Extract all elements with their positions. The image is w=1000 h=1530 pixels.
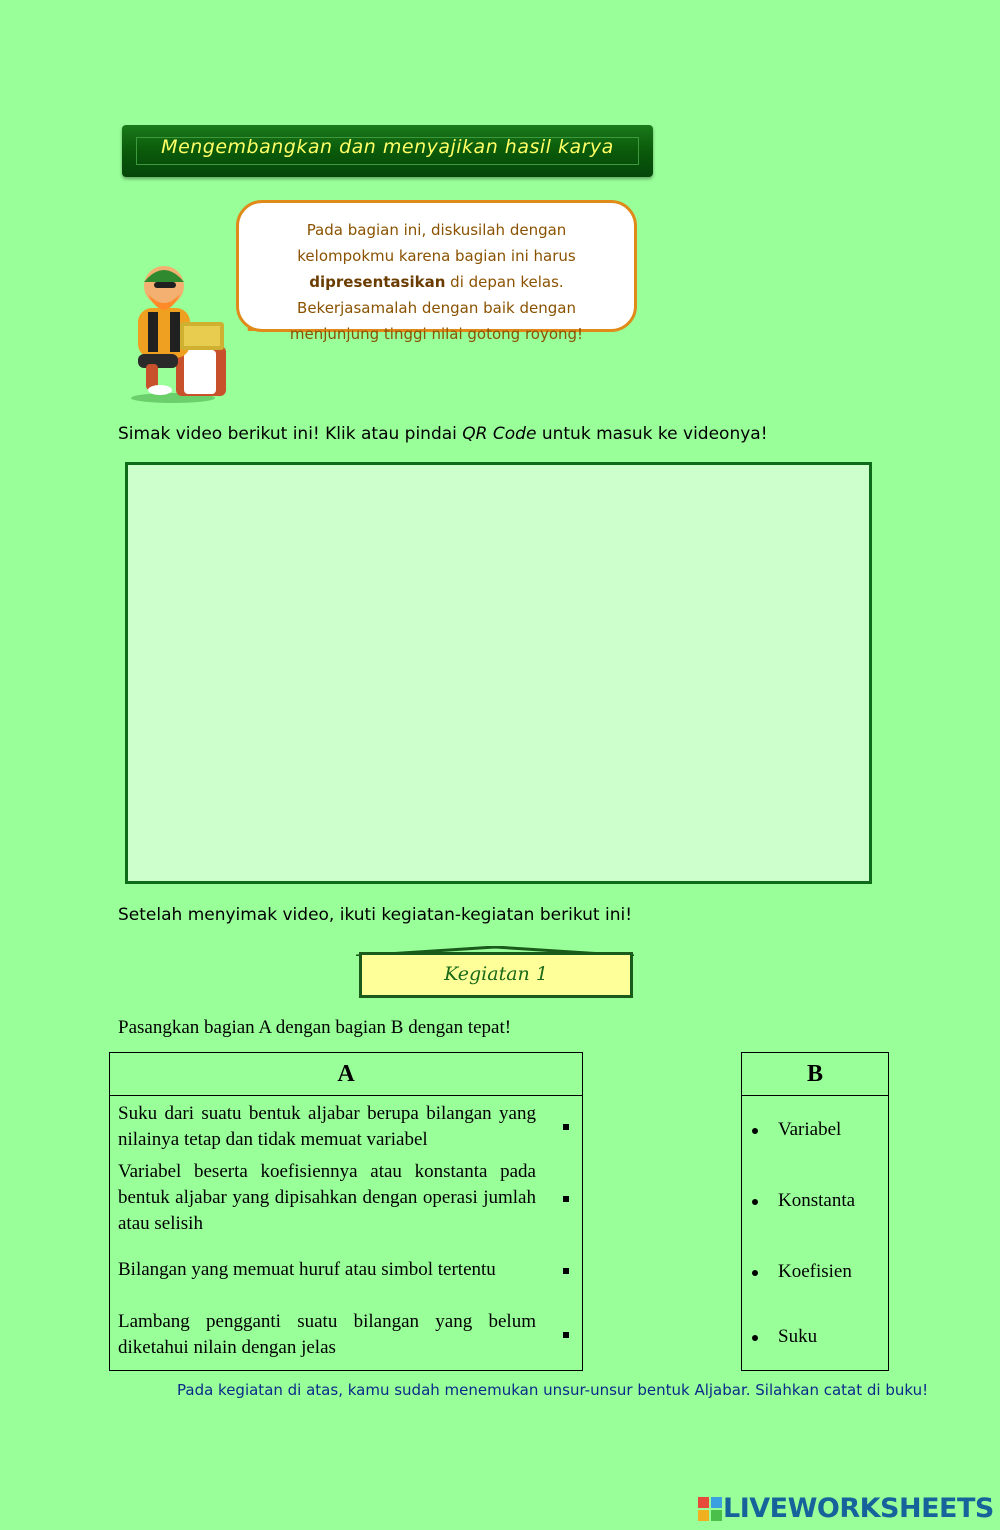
match-point-a-4[interactable] xyxy=(563,1332,569,1338)
bubble-text xyxy=(257,217,616,347)
table-b-row-3: Koefisien xyxy=(778,1261,852,1282)
kegiatan-label: Kegiatan 1 xyxy=(444,963,548,985)
bubble-text-after: di depan kelas. Bekerjasamalah dengan baik dengan menjunjung tinggi nilai gotong royong! xyxy=(289,273,584,343)
instruction-text: Pasangkan bagian A dengan bagian B dengan tepat! xyxy=(118,1017,512,1038)
intro-before: Simak video berikut ini! Klik atau pindai xyxy=(118,424,463,444)
table-a-row-1: Suku dari suatu bentuk aljabar berupa bilangan yang nilainya tetap dan tidak memuat variabel xyxy=(118,1103,536,1150)
table-b-row-4: Suku xyxy=(778,1326,818,1347)
intro-after: untuk masuk ke videonya! xyxy=(536,424,768,444)
match-point-a-1[interactable] xyxy=(563,1124,569,1130)
kegiatan-label-box xyxy=(359,952,633,998)
character-illustration xyxy=(118,250,238,405)
logo-blocks-icon xyxy=(698,1497,722,1521)
table-b-header: B xyxy=(742,1053,888,1096)
speech-bubble xyxy=(236,200,637,343)
logo-text: LIVEWORKSHEETS xyxy=(723,1493,994,1524)
video-embed-area[interactable] xyxy=(125,462,872,884)
match-point-b-3[interactable] xyxy=(752,1270,758,1276)
after-video-text: Setelah menyimak video, ikuti kegiatan-kegiatan berikut ini! xyxy=(118,905,633,925)
banner-title: Mengembangkan dan menyajikan hasil karya xyxy=(161,136,614,158)
title-banner xyxy=(122,125,653,177)
table-a xyxy=(109,1052,583,1371)
table-b xyxy=(741,1052,889,1371)
match-point-a-3[interactable] xyxy=(563,1268,569,1274)
table-a-row-4: Lambang pengganti suatu bilangan yang belum diketahui nilain dengan jelas xyxy=(118,1311,536,1358)
intro-qr-code: QR Code xyxy=(462,424,537,444)
table-a-row-2: Variabel beserta koefisiennya atau konstanta pada bentuk aljabar yang dipisahkan dengan operasi jumlah atau selisih xyxy=(118,1161,536,1234)
bubble-text-before: Pada bagian ini, diskusilah dengan kelompokmu karena bagian ini harus xyxy=(297,221,576,265)
table-a-header: A xyxy=(110,1053,582,1096)
table-a-row-3: Bilangan yang memuat huruf atau simbol tertentu xyxy=(118,1259,496,1280)
match-point-b-4[interactable] xyxy=(752,1335,758,1341)
intro-text xyxy=(118,424,768,444)
bubble-emphasis: dipresentasikan xyxy=(309,273,446,291)
table-b-row-1: Variabel xyxy=(778,1119,842,1140)
match-point-b-1[interactable] xyxy=(752,1128,758,1134)
match-point-b-2[interactable] xyxy=(752,1199,758,1205)
match-point-a-2[interactable] xyxy=(563,1196,569,1202)
table-b-row-2: Konstanta xyxy=(778,1190,856,1211)
footer-note: Pada kegiatan di atas, kamu sudah menemukan unsur-unsur bentuk Aljabar. Silahkan catat di buku! xyxy=(177,1381,929,1399)
